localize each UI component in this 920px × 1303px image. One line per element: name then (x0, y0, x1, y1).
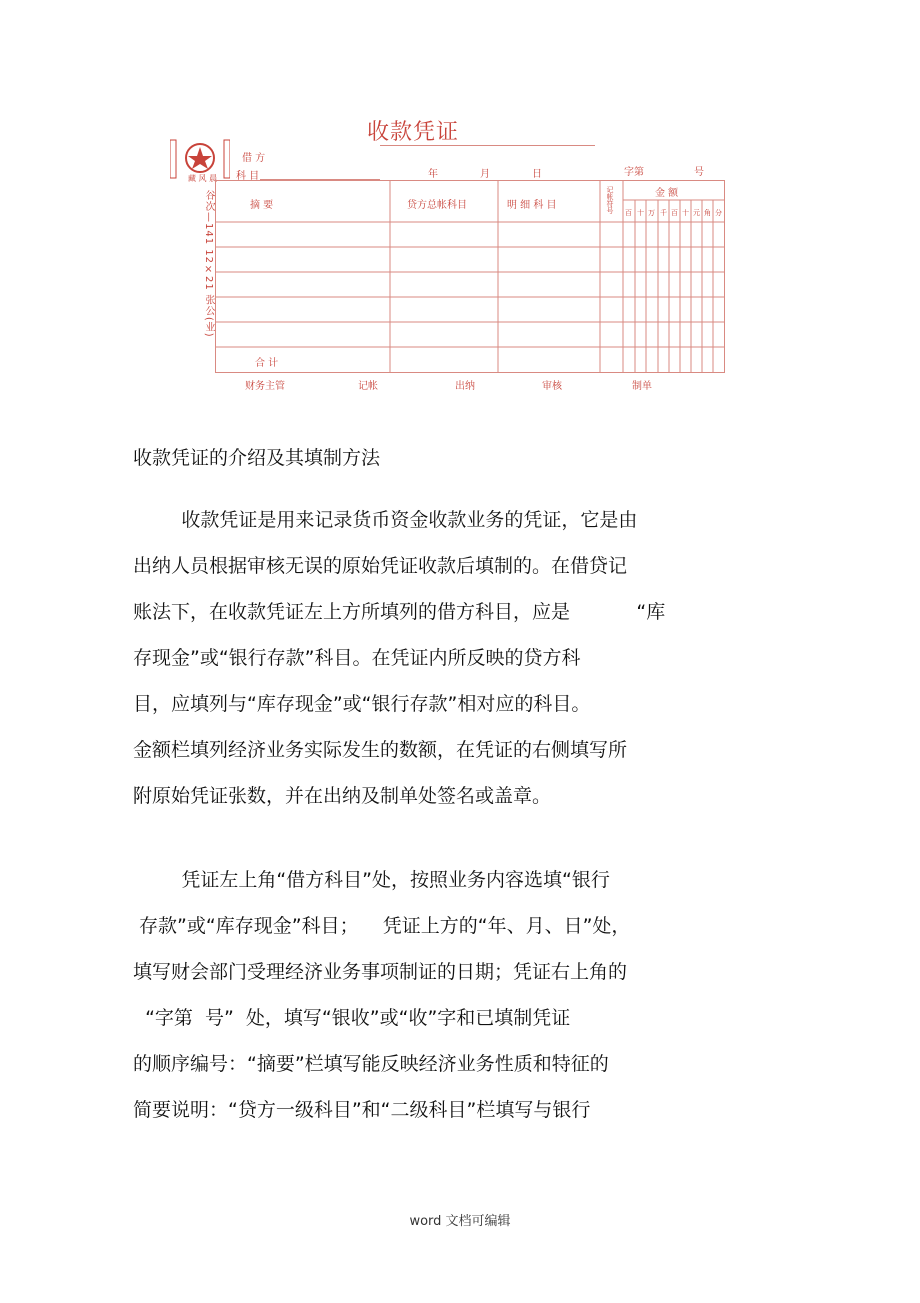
amount-unit: 分 (715, 209, 722, 217)
word-no-label: 字第 (624, 167, 644, 178)
text-line: 存现金”或“银行存款”科目。在凭证内所反映的贷方科 (133, 647, 581, 669)
receipt-voucher-image (170, 105, 760, 405)
text-line: 目，应填列与“库存现金”或“银行存款”相对应的科目。 (133, 693, 591, 715)
text-line: 附原始凭证张数，并在出纳及制单处签名或盖章。 (133, 785, 552, 807)
year-label: 年 (428, 169, 438, 180)
amount-unit: 十 (637, 209, 644, 217)
debit-label: 借 方 (242, 153, 266, 164)
text-line: 收款凭证是用来记录货币资金收款业务的凭证，它是由 (133, 509, 638, 531)
text-line: 填写财会部门受理经济业务事项制证的日期；凭证右上角的 (133, 961, 628, 983)
amount-unit: 百 (625, 209, 632, 217)
page-footer: word 文档可编辑 (409, 1214, 511, 1229)
paragraph-1 (133, 497, 773, 819)
month-label: 月 (480, 169, 490, 180)
voucher-title-underline (380, 145, 595, 146)
amount-unit: 角 (704, 209, 711, 217)
section-heading: 收款凭证的介绍及其填制方法 (133, 447, 381, 469)
stamp-label: 藏 风 晨 (188, 174, 218, 183)
total-label: 合 计 (255, 358, 279, 369)
text-line: 的顺序编号：“摘要”栏填写能反映经济业务性质和特征的 (133, 1053, 609, 1075)
signature-label: 财务主管 (245, 381, 285, 392)
amount-unit: 元 (693, 209, 700, 217)
text-line: 金额栏填列经济业务实际发生的数额，在凭证的右侧填写所 (133, 739, 628, 761)
text-line: “字第 号” 处，填写“银收”或“收”字和已填制凭证 (133, 1007, 571, 1029)
paragraph-2 (133, 857, 773, 1133)
number-label: 号 (694, 167, 704, 178)
text-line: 凭证左上角“借方科目”处，按照业务内容选填“银行 (133, 869, 610, 891)
col-amount: 金 额 (655, 188, 679, 199)
signature-label: 出纳 (455, 381, 475, 392)
text-line: 出纳人员根据审核无误的原始凭证收款后填制的。在借贷记 (133, 555, 628, 577)
col-detail-account: 明 细 科 目 (507, 200, 557, 211)
voucher-grid (215, 180, 725, 380)
side-print-text: 谷次—141 12×21 张公(业) (203, 190, 214, 338)
text-line: 账法下，在收款凭证左上方所填列的借方科目，应是 “库 (133, 601, 666, 623)
day-label: 日 (532, 169, 542, 180)
amount-unit: 百 (671, 209, 678, 217)
signature-label: 审核 (542, 381, 562, 392)
amount-unit: 万 (648, 209, 655, 217)
subject-label: 科 目 (236, 171, 260, 182)
signature-label: 制单 (632, 381, 652, 392)
col-summary: 摘 要 (250, 200, 274, 211)
text-line: 存款”或“库存现金”科目； 凭证上方的“年、月、日”处， (133, 915, 631, 937)
signature-label: 记帐 (358, 381, 378, 392)
amount-unit: 千 (660, 209, 667, 217)
amount-unit: 十 (682, 209, 689, 217)
text-line: 简要说明：“贷方一级科目”和“二级科目”栏填写与银行 (133, 1099, 591, 1121)
voucher-title: 收款凭证 (367, 120, 460, 145)
col-posting: 记帐符号 (606, 186, 614, 214)
col-credit-account: 贷方总帐科目 (407, 200, 467, 211)
